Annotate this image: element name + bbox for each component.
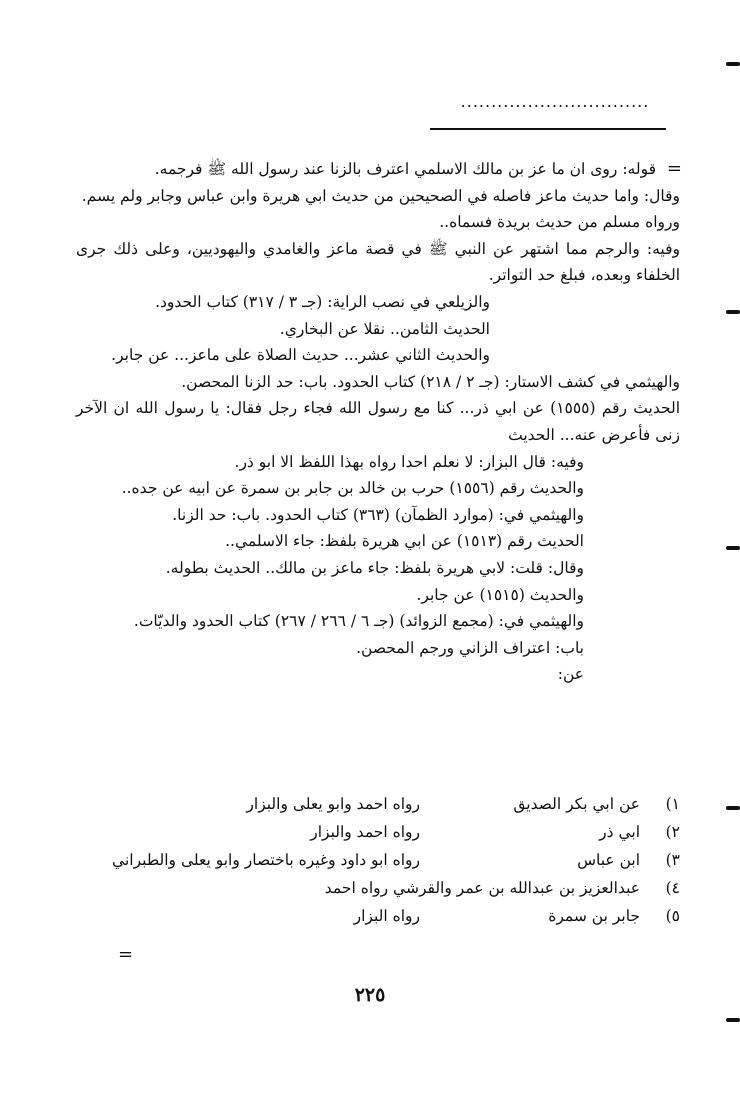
ref-number: ٢) (665, 823, 680, 841)
paragraph: والحديث الثاني عشر... حديث الصلاة على ماعز... عن جابر. (111, 346, 490, 365)
paragraph: والهيثمي في: (موارد الظمآن) (٣٦٣) كتاب الحدود. باب: حد الزنا. (172, 505, 584, 524)
list-item (76, 818, 680, 846)
ref-source: رواه احمد والبزار (310, 823, 420, 841)
page-edge-mark (726, 1018, 740, 1022)
page-edge-mark (726, 62, 740, 66)
ref-name: عن ابي بكر الصديق (513, 795, 640, 813)
reference-list (76, 790, 680, 930)
paragraph: والهيثمي في كشف الاستار: (جـ ٢ / ٢١٨) كتاب الحدود. باب: حد الزنا المحصن. (181, 372, 680, 391)
end-marker: = (118, 944, 134, 965)
paragraph: وفيه: والرجم مما اشتهر عن النبي ﷺ في قصة ماعز والغامدي واليهوديين، وعلى ذلك جرى الخلفاء وبعده، فبلغ حد التواتر. (76, 239, 680, 285)
page-edge-mark (726, 546, 740, 550)
list-item (76, 846, 680, 874)
list-item (76, 874, 680, 902)
paragraph: وقال: قلت: لابي هريرة بلفظ: جاء ماعز بن مالك.. الحديث بطوله. (165, 558, 584, 577)
ref-number: ١) (665, 795, 680, 813)
paragraph: عن: (557, 665, 584, 684)
list-item (76, 902, 680, 930)
ref-name: ابي ذر (599, 823, 640, 841)
paragraph: قوله: روى ان ما عز بن مالك الاسلمي اعترف بالزنا عند رسول الله ﷺ فرجمه. (154, 160, 656, 178)
page-edge-mark (726, 806, 740, 810)
footnote-text (76, 156, 680, 688)
list-item (76, 790, 680, 818)
footnote-rule (430, 128, 666, 130)
ref-name: عبدالعزيز بن عبدالله بن عمر والقرشي رواه احمد (324, 879, 640, 897)
paragraph: والحديث (١٥١٥) عن جابر. (416, 585, 584, 604)
paragraph: الحديث رقم (١٥١٣) عن ابي هريرة بلفظ: جاء الاسلمي.. (225, 532, 584, 551)
ref-number: ٤) (665, 879, 680, 897)
ref-source: رواه احمد وابو يعلى والبزار (246, 795, 420, 813)
ref-source: رواه البزار (353, 907, 420, 925)
paragraph: والهيثمي في: (مجمع الزوائد) (جـ ٦ / ٢٦٦ / ٢٦٧) كتاب الحدود والديّات. (133, 612, 584, 631)
header-dots: ............................... (460, 92, 650, 111)
paragraph: وفيه: قال البزار: لا نعلم احدا رواه بهذا اللفظ الا ابو ذر. (234, 452, 584, 471)
paragraph: ورواه مسلم من حديث بريدة فسماه.. (439, 213, 680, 232)
start-marker: = (666, 158, 682, 179)
paragraph: والحديث رقم (١٥٥٦) حرب بن خالد بن جابر بن سمرة عن ابيه عن جده.. (121, 479, 584, 498)
paragraph: الحديث الثامن.. نقلا عن البخاري. (279, 319, 490, 338)
ref-source: رواه ابو داود وغيره باختصار وابو يعلى والطبراني (112, 851, 420, 869)
page-edge-mark (726, 310, 740, 314)
paragraph: الحديث رقم (١٥٥٥) عن ابي ذر... كنا مع رسول الله فجاء رجل فقال: يا رسول الله ان الآخر زنى فأعرض عنه... الحديث (76, 399, 681, 444)
paragraph: وقال: واما حديث ماعز فاصله في الصحيحين من حديث ابي هريرة وابن عباس وجابر ولم يسم. (81, 186, 680, 205)
page-number: ٢٢٥ (354, 984, 386, 1006)
paragraph: والزيلعي في نصب الراية: (جـ ٣ / ٣١٧) كتاب الحدود. (155, 292, 490, 311)
ref-number: ٣) (665, 851, 680, 869)
ref-name: ابن عباس (577, 851, 640, 869)
ref-name: جابر بن سمرة (548, 907, 640, 925)
paragraph: باب: اعتراف الزاني ورجم المحصن. (356, 638, 584, 657)
ref-number: ٥) (665, 907, 680, 925)
